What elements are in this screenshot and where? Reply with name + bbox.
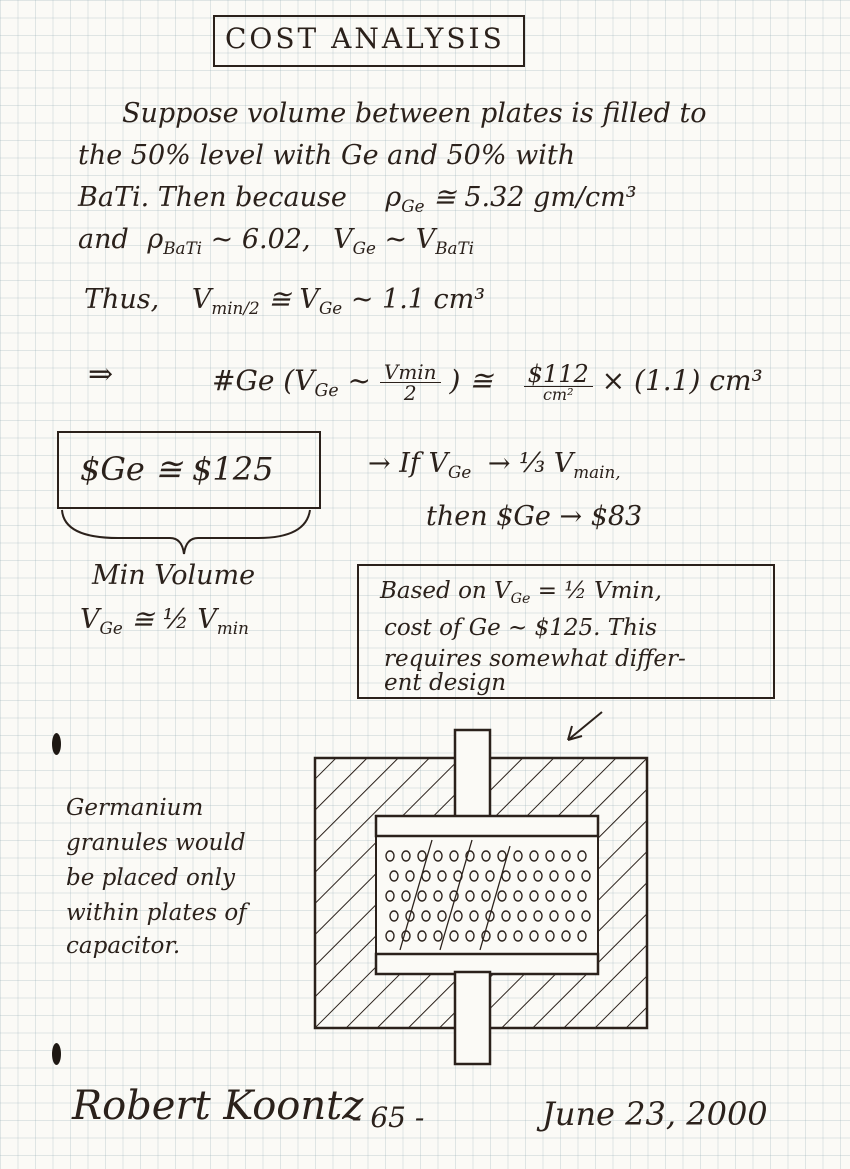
formula-arrow: ⇒ [88,357,114,392]
signature: Robert Koontz [72,1083,364,1129]
min-volume-label: Min Volume [92,560,256,591]
intro-line-2: the 50% level with Ge and 50% with [78,140,576,171]
intro-line-5: Thus, $V_{min/2}$ ≅ $V_{Ge}$ ~ 1.1 cm³ [84,284,486,318]
brace-drawing [58,508,318,558]
pointer-arrow-icon [568,712,602,740]
side-note-line-1: Germanium [66,795,204,821]
min-volume-equation: $V_{Ge}$ ≅ ½ $V_{min}$ [80,604,249,638]
side-note-line-3: be placed only [66,865,235,891]
note-line-4: ent design [384,670,507,696]
formula-line: #Ge ($V_{Ge}$ ~ $\frac{Vmin}{2}$ ) ≅ $\frac{\$112}{\text{cm²}}$ × (1.1) cm³ [212,360,763,405]
spiral-binding [0,0,12,1169]
capacitor-diagram [300,700,660,1070]
intro-line-3: BaTi. Then because $\rho_{Ge}$ ≅ 5.32 gm/cm³ [78,182,637,216]
note-line-2: cost of Ge ~ $125. This [384,615,658,641]
page-title: COST ANALYSIS [225,22,505,55]
side-note-line-5: capacitor. [66,933,181,959]
intro-line-4: and $\rho_{BaTi}$ ~ 6.02, $V_{Ge}$ ~ $V_{BaTi}$ [78,224,475,258]
date: June 23, 2000 [542,1095,768,1133]
side-note-line-2: granules would [66,830,246,856]
page-number: - 65 - [352,1101,425,1134]
binder-hole-icon [52,1043,61,1065]
conditional-line-2: then $Ge → $83 [426,501,643,532]
binder-hole-icon [52,733,61,755]
note-line-3: requires somewhat differ- [384,646,686,672]
conditional-line-1: → If $V_{Ge}$ → ⅓ $V_{main,}$ [368,448,621,482]
result-value: $Ge ≅ $125 [80,450,274,488]
intro-line-1: Suppose volume between plates is filled to [122,98,707,129]
note-line-1: Based on $V_{Ge}$ = ½ Vmin, [380,578,662,607]
side-note-line-4: within plates of [66,900,247,926]
